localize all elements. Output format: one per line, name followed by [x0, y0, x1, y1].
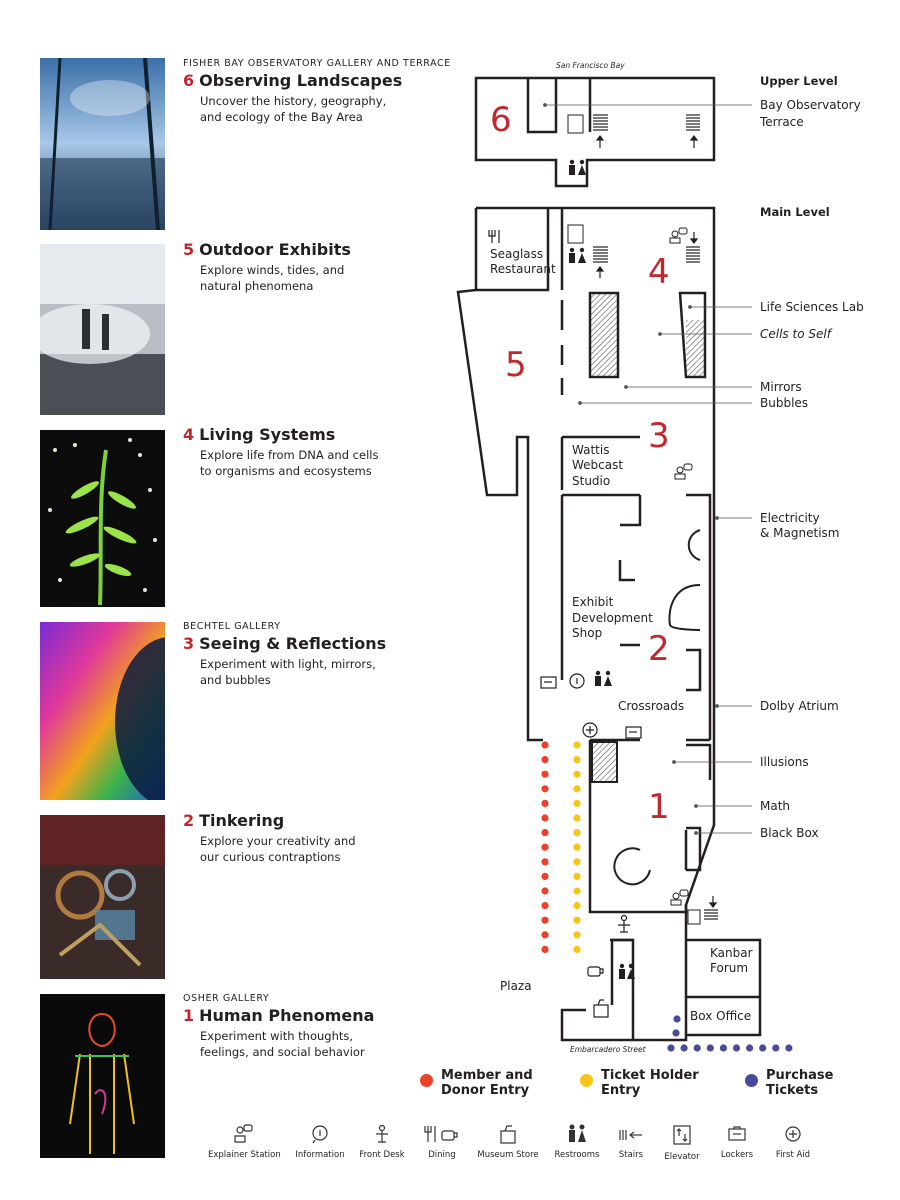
gallery-title-text: Living Systems [199, 425, 336, 444]
purchase-tickets-dot [745, 1074, 758, 1087]
member-entry-dot [541, 946, 548, 953]
purchase-tickets-dot [772, 1044, 779, 1051]
zone-number: 4 [648, 252, 670, 292]
room-label: Seaglass [490, 247, 544, 261]
member-entry-dot [420, 1074, 433, 1087]
room-label: Forum [710, 961, 749, 975]
zone-number: 5 [505, 345, 527, 385]
first-aid-icon [782, 1124, 804, 1144]
room-label: Box Office [690, 1009, 752, 1023]
ticket-entry-dot [573, 844, 580, 851]
information-icon [570, 674, 584, 688]
gallery-title-text: Outdoor Exhibits [199, 240, 351, 259]
desc-line: feelings, and social behavior [200, 1045, 365, 1059]
museum-store-icon [497, 1124, 519, 1144]
callout-bay-observatory: Terrace [760, 115, 804, 129]
purchase-tickets-dot [707, 1044, 714, 1051]
room-label: Wattis [572, 443, 610, 457]
lockers-icon [626, 727, 641, 738]
street-label: Embarcadero Street [570, 1045, 646, 1054]
desc-line: Uncover the history, geography, [200, 94, 387, 108]
first-aid-icon [583, 723, 597, 737]
gallery-number: 5 [183, 240, 195, 259]
upper-level-outline [476, 78, 714, 186]
callout-life-sciences: Life Sciences Lab [760, 300, 864, 314]
cells-exhibit [686, 320, 704, 376]
ticket-entry-dot [573, 785, 580, 792]
ticket-entry-dot [573, 931, 580, 938]
living-systems-exhibit [590, 293, 618, 377]
ticket-entry-dot [573, 858, 580, 865]
information-icon [309, 1124, 331, 1144]
front-desk-icon [618, 916, 630, 933]
purchase-tickets-dot [694, 1044, 701, 1051]
callout-electricity: Electricity [760, 511, 820, 525]
circle-exhibit [614, 848, 650, 884]
callout-math: Math [760, 799, 791, 813]
entry-label-line: Purchase [766, 1068, 834, 1083]
member-entry-dot [541, 902, 548, 909]
arc-exhibit [689, 530, 700, 560]
elevator-icon [568, 115, 700, 924]
room-label: Development [572, 611, 653, 625]
callout-black-box: Black Box [760, 826, 819, 840]
entry-legend-purchase [745, 1068, 871, 1098]
front-desk-icon [371, 1124, 393, 1144]
ticket-entry-dot [573, 741, 580, 748]
gallery-number: 4 [183, 425, 195, 444]
entry-label-line: Ticket Holder [601, 1068, 699, 1083]
entry-label-line: Member and [441, 1068, 533, 1083]
member-entry-dot [541, 858, 548, 865]
member-entry-dot [541, 829, 548, 836]
desc-line: natural phenomena [200, 279, 314, 293]
member-entry-dot [541, 873, 548, 880]
lockers-icon [726, 1124, 748, 1144]
ticket-entry-dot [573, 800, 580, 807]
callout-illusions: Illusions [760, 755, 809, 769]
entry-label [601, 1068, 706, 1098]
entry-legend-member [420, 1068, 546, 1098]
member-entry-dot [541, 887, 548, 894]
entry-label-line: Donor Entry [441, 1083, 530, 1098]
member-entry-dot [541, 931, 548, 938]
room-label: Restaurant [490, 262, 556, 276]
desc-line: Experiment with thoughts, [200, 1029, 354, 1043]
icon-legend [200, 1124, 840, 1174]
dining-icon [422, 1124, 462, 1144]
icon-legend-label: Museum Store [477, 1150, 539, 1160]
gallery-title-text: Human Phenomena [199, 1006, 375, 1025]
purchase-tickets-dot [681, 1044, 688, 1051]
member-entry-dot [541, 917, 548, 924]
ticket-entry-dot [573, 771, 580, 778]
entry-label-line: Entry [601, 1083, 641, 1098]
ticket-entry-dot [573, 873, 580, 880]
explainer-station-icon [232, 1124, 254, 1144]
photo-observing-landscapes [40, 58, 165, 230]
gallery-number: 6 [183, 71, 195, 90]
member-entry-dot [541, 756, 548, 763]
restrooms-icon [569, 160, 635, 979]
room-label: Shop [572, 626, 603, 640]
stairs-icon [618, 1124, 644, 1144]
icon-legend-label: Dining [428, 1150, 456, 1160]
museum-store-icon [594, 1000, 608, 1017]
desc-line: Experiment with light, mirrors, [200, 657, 376, 671]
ticket-entry-dot [573, 902, 580, 909]
ticket-entry-dot [580, 1074, 593, 1087]
purchase-tickets-dot [746, 1044, 753, 1051]
room-label: Webcast [572, 458, 624, 472]
gallery-title-text: Observing Landscapes [199, 71, 403, 90]
gallery-name: OSHER GALLERY [183, 993, 270, 1004]
gallery1-wall [686, 745, 710, 870]
purchase-tickets-dot [759, 1044, 766, 1051]
callout-cells: Cells to Self [760, 327, 831, 341]
legend-explainer-station [208, 1124, 281, 1160]
bay-label: San Francisco Bay [556, 61, 625, 70]
lockers-icon [541, 677, 556, 688]
legend-dining [407, 1124, 477, 1160]
room-label: Exhibit [572, 595, 614, 609]
desc-line: Explore winds, tides, and [200, 263, 345, 277]
entry-label [766, 1068, 871, 1098]
legend-first-aid [758, 1124, 828, 1160]
gallery-name: FISHER BAY OBSERVATORY GALLERY AND TERRACE [183, 58, 451, 69]
gallery-number: 3 [183, 634, 195, 653]
icon-legend-label: First Aid [775, 1150, 811, 1160]
gallery-number: 1 [183, 1006, 195, 1025]
main-level-heading: Main Level [760, 205, 830, 219]
purchase-tickets-dot [672, 1029, 679, 1036]
room-label: Plaza [500, 979, 532, 993]
photo-human-phenomena [40, 994, 165, 1158]
purchase-tickets-dot [667, 1044, 674, 1051]
purchase-tickets-dot [720, 1044, 727, 1051]
callout-bay-observatory: Bay Observatory [760, 98, 861, 112]
member-entry-dot [541, 844, 548, 851]
photo-seeing-reflections [40, 622, 165, 800]
icon-legend-label: Explainer Station [208, 1150, 281, 1160]
ticket-entry-dot [573, 887, 580, 894]
upper-level-heading: Upper Level [760, 74, 838, 88]
legend-museum-store [473, 1124, 543, 1160]
photo-tinkering [40, 815, 165, 979]
gallery-title-text: Tinkering [199, 811, 285, 830]
callout-mirrors: Mirrors [760, 380, 802, 394]
callout-electricity: & Magnetism [760, 526, 840, 540]
ticket-entry-dot [573, 917, 580, 924]
photo-outdoor-exhibits [40, 244, 165, 415]
gallery-name: BECHTEL GALLERY [183, 621, 281, 632]
icon-legend-label: Front Desk [359, 1150, 405, 1160]
purchase-tickets-dot [733, 1044, 740, 1051]
desc-line: Explore life from DNA and cells [200, 448, 379, 462]
elevator-icon [671, 1124, 693, 1146]
member-entry-dot [541, 741, 548, 748]
member-entry-dot [541, 800, 548, 807]
ticket-entry-dot [573, 814, 580, 821]
room-label: Studio [572, 474, 611, 488]
entry-label [441, 1068, 546, 1098]
zone-number: 3 [648, 416, 670, 456]
ticket-entry-path [573, 741, 580, 953]
icon-legend-label: Stairs [618, 1150, 644, 1160]
member-entry-dot [541, 771, 548, 778]
member-entry-dot [541, 785, 548, 792]
member-entry-dot [541, 814, 548, 821]
gallery-number: 2 [183, 811, 195, 830]
illusions-exhibit [592, 742, 617, 782]
icon-legend-label: Lockers [720, 1150, 754, 1160]
floor-plan-map [410, 55, 890, 1075]
dining-icon [588, 967, 603, 976]
zone-number: 2 [648, 629, 670, 669]
desc-line: Explore your creativity and [200, 834, 356, 848]
ticket-entry-dot [573, 946, 580, 953]
callout-dolby: Dolby Atrium [760, 699, 839, 713]
desc-line: and bubbles [200, 673, 271, 687]
zone-number: 1 [648, 787, 670, 827]
ticket-entry-dot [573, 756, 580, 763]
callout-bubbles: Bubbles [760, 396, 809, 410]
purchase-tickets-dot [785, 1044, 792, 1051]
desc-line: to organisms and ecosystems [200, 464, 372, 478]
entry-legend-ticket [580, 1068, 706, 1098]
room-label: Crossroads [618, 699, 685, 713]
desc-line: our curious contraptions [200, 850, 341, 864]
dining-icon [489, 230, 499, 243]
icon-legend-label: Restrooms [554, 1150, 600, 1160]
photo-living-systems [40, 430, 165, 607]
zone-number: 6 [490, 100, 512, 140]
restrooms-icon [565, 1124, 589, 1144]
gallery-title-text: Seeing & Reflections [199, 634, 387, 653]
icon-legend-label: Information [295, 1150, 345, 1160]
plaza-wall [458, 208, 543, 740]
icon-legend-label: Elevator [664, 1152, 700, 1162]
room-label: Kanbar [710, 946, 753, 960]
ticket-entry-dot [573, 829, 580, 836]
curve-exhibit [669, 585, 700, 630]
purchase-tickets-dot [673, 1015, 680, 1022]
legend-information [285, 1124, 355, 1160]
desc-line: and ecology of the Bay Area [200, 110, 363, 124]
member-entry-path [541, 741, 548, 953]
entry-label-line: Tickets [766, 1083, 819, 1098]
